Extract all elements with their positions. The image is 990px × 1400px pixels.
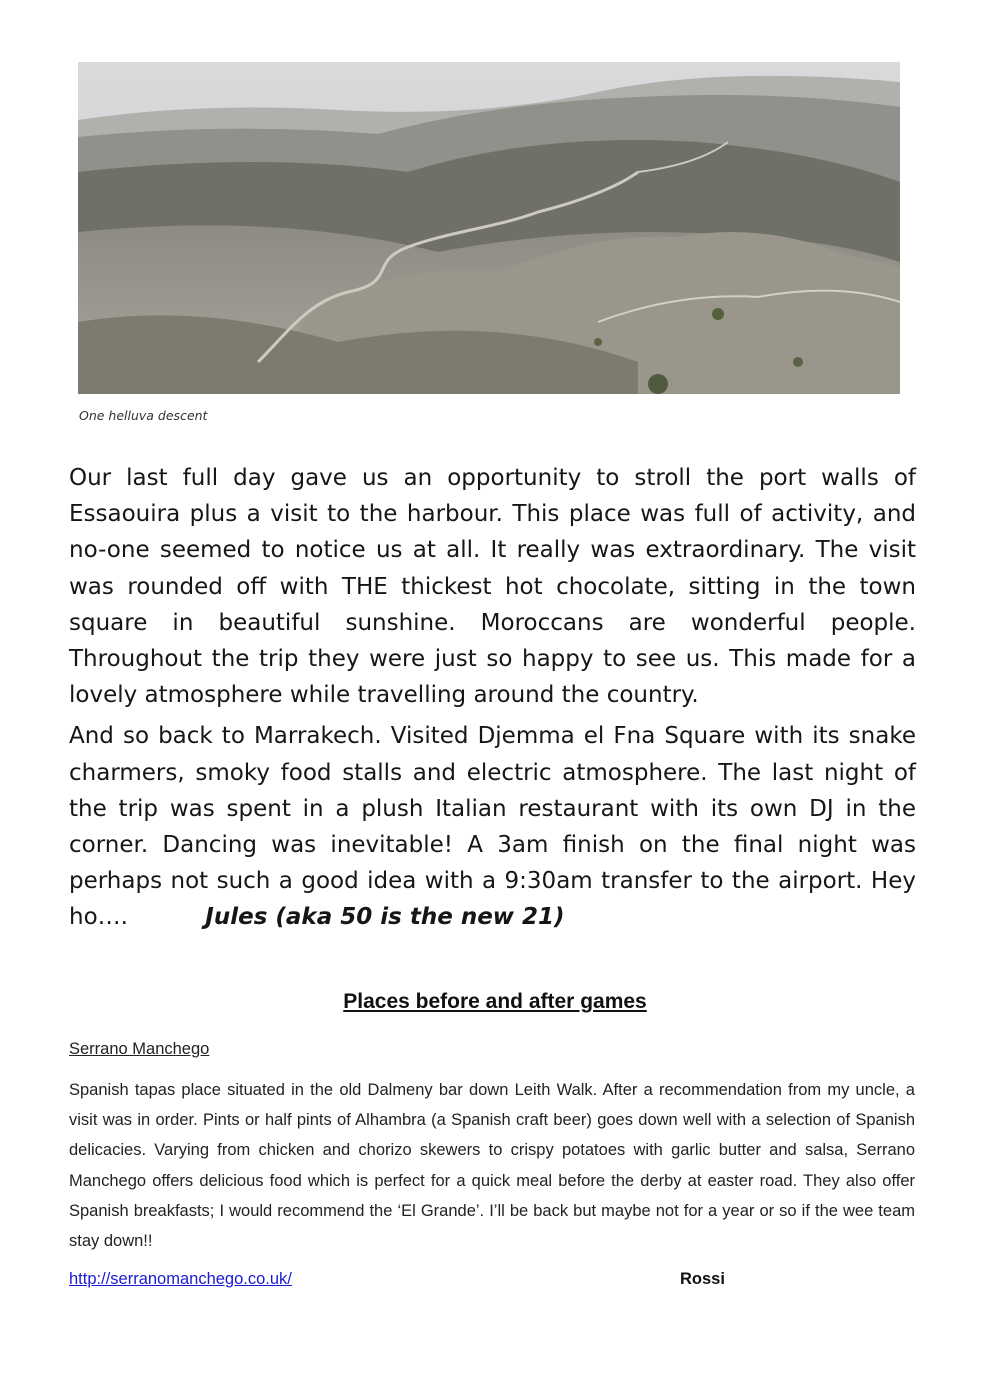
story-paragraph: Our last full day gave us an opportunity to stroll the port walls of Essaouira plus a visit to the harbour. This place was full of activity, and no-one seemed to notice us at all. It really was extraordinary. The visit was rounded off with THE thickest hot chocolate, sitting in the town square in beautiful sunshine. Moroccans are wonderful people. Throughout the trip they were just so happy to see us. This made for a lovely atmosphere while travelling around the country.	[69, 465, 916, 709]
story-paragraph	[69, 718, 916, 935]
venue-name: Serrano Manchego	[69, 1040, 210, 1058]
photo-caption: One helluva descent	[79, 408, 208, 423]
mountain-road-photo	[78, 62, 900, 394]
section-title: Places before and after games	[343, 990, 647, 1013]
venue-review: Spanish tapas place situated in the old Dalmeny bar down Leith Walk. After a recommendation from my uncle, a visit was in order. Pints or half pints of Alhambra (a Spanish craft beer) goes down well with a selection of Spanish delicacies. Varying from chicken and chorizo skewers to crispy potatoes with garlic butter and salsa, Serrano Manchego offers delicious food which is perfect for a quick meal before the derby at easter road. They also offer Spanish breakfasts; I would recommend the ‘El Grande’. I’ll be back but maybe not for a year or so if the wee team stay down!!	[69, 1081, 915, 1251]
story-signature: Jules (aka 50 is the new 21)	[205, 904, 565, 931]
story-paragraph-text: And so back to Marrakech. Visited Djemma el Fna Square with its snake charmers, smoky food stalls and electric atmosphere. The last night of the trip was spent in a plush Italian restaurant with its own DJ in the corner. Dancing was inevitable! A 3am finish on the final night was perhaps not such a good idea with a 9:30am transfer to the airport. Hey ho….	[69, 723, 916, 931]
venue-website-link[interactable]: http://serranomanchego.co.uk/	[69, 1270, 292, 1288]
review-author: Rossi	[680, 1270, 725, 1288]
travel-story	[69, 460, 916, 941]
